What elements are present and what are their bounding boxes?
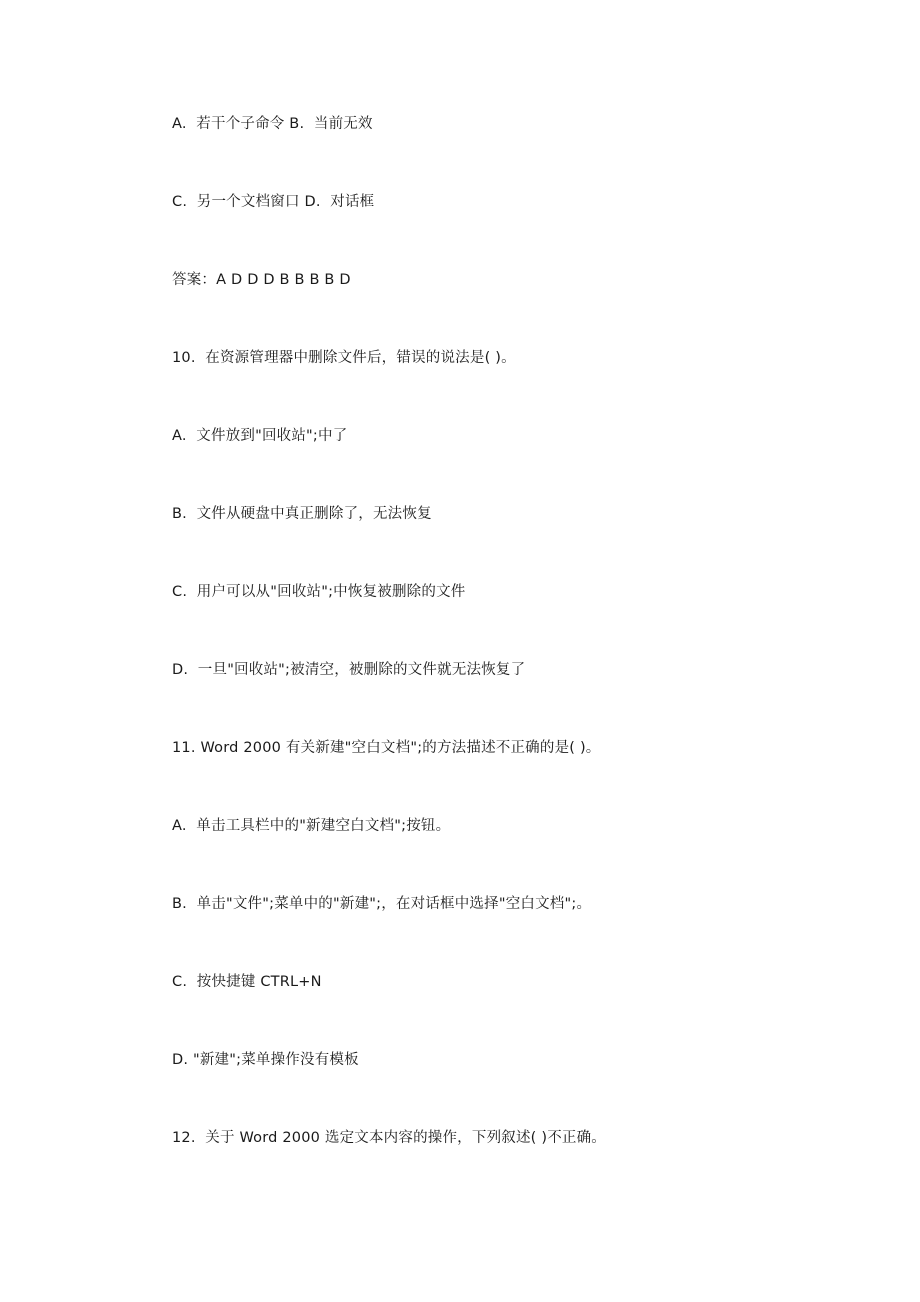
- option-line-a-b: A. 若干个子命令 B. 当前无效: [172, 116, 373, 132]
- question-10: 10. 在资源管理器中删除文件后，错误的说法是( )。: [172, 350, 516, 366]
- question-11-option-c: C. 按快捷键 CTRL+N: [172, 974, 322, 990]
- option-line-c-d: C. 另一个文档窗口 D. 对话框: [172, 194, 375, 210]
- question-10-option-d: D. 一旦"回收站";被清空，被删除的文件就无法恢复了: [172, 662, 526, 678]
- question-11: 11. Word 2000 有关新建"空白文档";的方法描述不正确的是( )。: [172, 740, 601, 756]
- question-12: 12. 关于 Word 2000 选定文本内容的操作，下列叙述( )不正确。: [172, 1130, 606, 1146]
- question-10-option-c: C. 用户可以从"回收站";中恢复被删除的文件: [172, 584, 466, 600]
- question-11-option-b: B. 单击"文件";菜单中的"新建";，在对话框中选择"空白文档";。: [172, 896, 592, 912]
- question-11-option-a: A. 单击工具栏中的"新建空白文档";按钮。: [172, 818, 451, 834]
- question-10-option-b: B. 文件从硬盘中真正删除了，无法恢复: [172, 506, 432, 522]
- question-11-option-d: D. "新建";菜单操作没有模板: [172, 1052, 359, 1068]
- question-10-option-a: A. 文件放到"回收站";中了: [172, 428, 348, 444]
- answer-line: 答案：A D D D B B B B D: [172, 272, 351, 288]
